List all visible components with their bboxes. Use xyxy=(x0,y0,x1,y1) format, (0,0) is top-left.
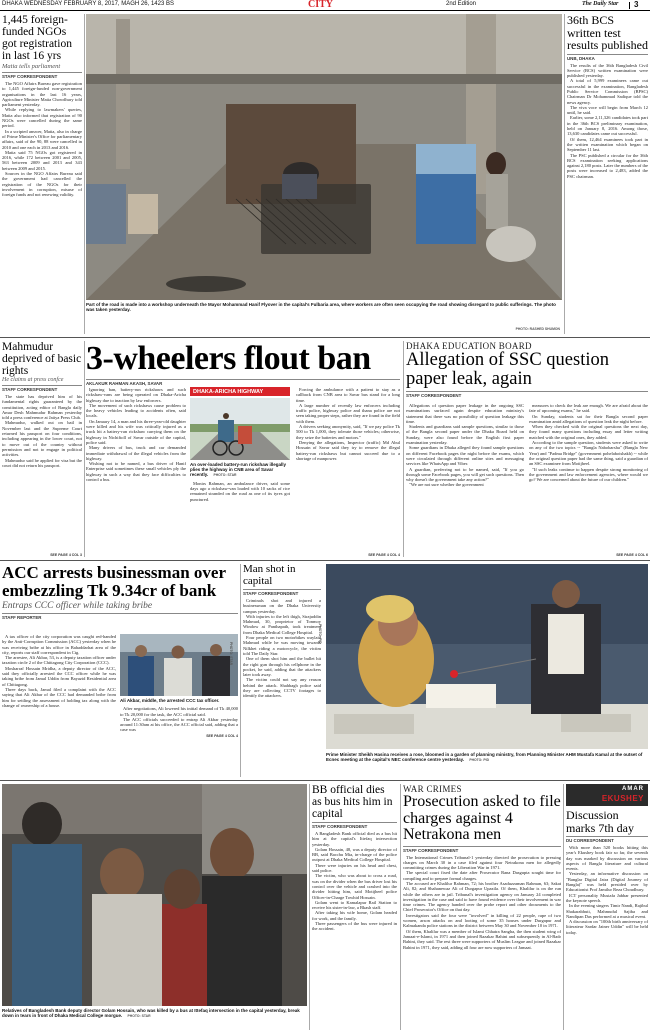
masthead-dateline: DHAKA WEDNESDAY FEBRUARY 8, 2017, MAGH 26, 1423 BS xyxy=(2,1,174,7)
pm-photo-block xyxy=(318,564,648,777)
man-shot-byline: STAFF CORRESPONDENT xyxy=(243,589,321,596)
masthead xyxy=(0,0,650,11)
bcs-byline: UNB, DHAKA xyxy=(567,54,648,61)
newspaper-logo: The Daily Star xyxy=(582,1,619,7)
acc-photo-block xyxy=(120,634,238,777)
ssc-col1: Allegations of question paper leakage in the ongoing SSC examinations surfaced again despite education ministry's statement that there was no possibility of question leakage this time. Students and guardians said sample questions, similar to those of the Bangla second paper under the Dhaka Board held on Sunday, were also found before the English first paper examination yesterday. Some guardians in Dhaka alleged they found sample questions on different Facebook pages the night before the exams, which were circulated through different online sites and messaging services like WhatsApp and Viber. A guardian, preferring not to be named, said, "If you go through some Facebook pages, you will get such questions. Then why doesn't the government take any action?" "We are not sure whether the government xyxy=(406,403,524,488)
wheelers-col1: Ignoring ban, battery-run rickshaws and such rickshaw-vans are being operated on Dhaka-Aricha highway due to inaction by law enforcers. The movement of such rickshaws cause problem to the heavy vehicles leading to accidents often, said locals. On January 14, a man and his three-year-old daughter were killed and his wife was critically injured as a truck hit a battery-run rickshaw carrying them on the highway in Nichiftoll of Savar outside of the capital, police said. Many drivers of bus, truck and car demanded immediate withdrawal of the illegal vehicles from the highway. Wishing not to be named, a bus driver of Hanif Enterprise said sometimes these small vehicles ply the highway in such a way that they face difficulties to control a bus. xyxy=(86,387,186,483)
netrakona-kicker: WAR CRIMES xyxy=(403,784,462,794)
wheelers-story xyxy=(86,341,400,557)
ekushey-headline: Discussion marks 7th day xyxy=(566,808,634,835)
bb-headline: BB official dies as bus hits him in capital xyxy=(312,784,393,820)
pm-rose-photo xyxy=(326,564,648,749)
pm-photo-credit: PHOTO: PID xyxy=(469,758,490,763)
ekushey-body: With more than 520 books hitting this year's Ekushey book fair so far, the seventh day was marked by discussion on various aspects of Bangla literature and cultural events. Yesterday, an informative discussion on "Banglar Digital Jatra (Digital Journey of Bangla)" was held presided over by Educationist Prof Jamilur Reza Choudhury. ICT personality Mustafa Jabbar presented the keynote speech. In the evening singers Timir Nandi, Rajibul Shakarabhuti, Mahmudul Sajiba and Nandipan Das performed at a musical event. A discussion on "100th birth anniversary of litterateur Sardar Jainer Uddin" will be held today. xyxy=(566,845,648,935)
wheelers-continued: SEE PAGE 4 COL 4 xyxy=(368,553,400,557)
man-shot-story xyxy=(243,564,321,777)
mahmudur-continued: SEE PAGE 4 COL 3 xyxy=(50,553,82,557)
netrakona-story xyxy=(403,784,561,1030)
bcs-story xyxy=(567,14,648,337)
bb-byline: STAFF CORRESPONDENT xyxy=(312,822,397,829)
acc-continued: SEE PAGE 4 COL 4 xyxy=(206,733,238,738)
ngo-body: The NGO Affairs Bureau gave registration to 1,445 foreign-funded non-government organisations in the last 16 years, Agriculture Minister Matia Chowdhury told parliament yesterday. While replying to lawmakers' queries, Matia also informed that registration of 90 NGOs were cancelled during the same period. In a scripted answer, Matia, also in charge of Prime Minister's Office for parliamentary affairs, said of the 90, 88 were cancelled in 2010 and one each in 2013 and 2016. Matia said 75 NGOs got registered in 2016, while 172 between 2001 and 2005, 563 between 2009 and 2013 and 343 between 2009 and 2015. Sources in the NGO Affairs Bureau said the government had cancelled the registration of the NGOs for their involvement in corruption, misuse of foreign funds and not renewing validity. xyxy=(2,81,82,198)
highway-tag: DHAKA-ARICHA HIGHWAY xyxy=(190,387,290,396)
wheelers-caption: An over-loaded battery-run rickshaw illegally plies the highway in CNB area of Savar recently. PHOTO: STAR xyxy=(190,462,287,478)
netrakona-body: The International Crimes Tribunal-1 yesterday directed the prosecution to pressing charges on March 30 in a case filed against four Netrakona men for allegedly committing crimes during the Liberation War in 1971. The special court fixed the date after Prosecutor Rana Dasgupta sought time for compiling and to prepare formal charges. The accused are Khalilur Rahman, 72; his brother Asaduzzaman Rahman, 63; Sakat Ali, 82; and Shahanewaz Ali of Durgapur Upazila. Of them, Khalilur is on the run while the others are in jail. Tribunal's investigation agency on January 24 completed investigation in the case and said to have found evidence over their involvement in war time crimes. The agency handed over the probe report and other documents to the Chief Prosecutor's Office on that day. Investigators said the four were "involved" in killing of 22 people, rape of two women, arson attacks on and looting of some 35 houses under Durgapur and Kalmakanda police stations in the district between May 30 and November 10 in 1971. Of them, Khalilur was a member of Islami Chhatra Sangha, the then student wing of Jamaat-e-Islami, in 1971 and then joined Razakar Bahini and subsequently in Al-Badr Bahini, they said. The rest three were supporters of Muslim League and joined Razakar Bahini in 1971, they said, adding all four are now supporters of Jamaat. xyxy=(403,854,561,950)
acc-dek: Entraps CCC officer while taking bribe xyxy=(2,601,153,611)
pm-photo-sign: PHOTO: PID xyxy=(318,624,322,644)
ssc-kicker: DHAKA EDUCATION BOARD xyxy=(406,341,532,351)
wheelers-credit: PHOTO: STAR xyxy=(213,473,237,478)
man-shot-headline: Man shot in capital xyxy=(243,563,296,587)
wheelers-headline: 3-wheelers flout ban xyxy=(86,340,371,377)
top-photo-block xyxy=(86,14,562,332)
wheelers-col1-cont: Monirs Rahman, an ambulance driver, said some days ago a rickshaw-van loaded with 10 sacks of rice remained stranded on the road as one of its tyres got punctured. xyxy=(190,480,290,502)
acc-story xyxy=(2,564,238,777)
netrakona-headline: Prosecution asked to file charges against 4 Netrakona men xyxy=(403,793,561,843)
pm-photo-caption: Prime Minister Sheikh Hasina receives a rose, bloomed in a garden of planning ministry, from Planning Minister AHM Mustafa Kamal at the outset of Ecnec meeting at the capital's NEC conference centre yesterday. PHOTO: PID xyxy=(326,752,643,763)
ngo-byline: STAFF CORRESPONDENT xyxy=(2,72,82,79)
page-number-divider xyxy=(629,2,630,9)
bcs-body: The results of the 36th Bangladesh Civil Service (BCS) written examination were published yesterday. A total of 5,999 examinees came out successful in the examination, Bangladesh Public Service Commission (BPSC) Chairman Dr Mohammad Sadique told the news agency. The viva voce will begin from March 12 until, he said. Earlier, some 2,11,326 candidates took part in the 36th BCS preliminary examination, held on January 8, 2016. Among those, 13,630 candidates came out successful. Of them, 12,464 examinees took part in the written examination which began on September 11 last. The PSC published a circular for the 36th BCS examination seeking applications against 2,180 posts. Later the numbers of the posts were increased to 2,483, added the PSC chairman. xyxy=(567,62,648,179)
top-photo-credit: PHOTO: RASHED SHUMON xyxy=(515,326,560,331)
acc-caption: Ali Akbar, middle, the arrested CCC tax officer. xyxy=(120,698,220,703)
mahmudur-story xyxy=(2,341,82,557)
edition-label: 2nd Edition xyxy=(446,1,477,7)
acc-col1: A tax officer of the city corporation was caught red-handed by the Anti-Corruption Commission (ACC) yesterday when he was receiving bribe at his office in Bahaddarhat area of the city, reports our staff correspondent in Ctg. The arrestee, Ali Akbar, 53, is a deputy taxation officer under taxation circle 2 of the Chittagong City Corporation (CCC). Mosharraf Hossain Mridha, a deputy director of the ACC, said they officially arrested the CCC officer while he was taking bribe from Jamal Uddin from Bayazid Residential area of Chittagong. Three days back, Jamal filed a complaint with the ACC saying that Ali Akbar of the CCC had demanded bribe from him for settling the assessment of holding tax along with the change of ownership of a house. xyxy=(2,634,116,708)
section-title: CITY xyxy=(308,0,334,10)
ssc-headline: Allegation of SSC question paper leak, again xyxy=(406,350,609,389)
grief-photo-block xyxy=(2,784,307,1030)
ekushey-byline: DU CORRESPONDENT xyxy=(566,836,648,843)
bb-story xyxy=(312,784,397,1030)
ssc-col2: measures to check the leak are enough. We are afraid about the fate of upcoming exams," he said. On Sunday, students sat for their Bangla second paper examination amid allegations of question leak the night before. When they checked with the original questions the next day, they found many questions including essay and letter writing matched with the original ones, they added. According to the sample question, students were asked to write on any of the two topics -- "Bangla Nabobarsha" (Bangla New Year) and "Padma Bridge" (government pohelaboishakh) -- while the original question paper had the same thing, said a guardian of an SSC examinee from Motijheel. "If such leaks continue to happen despite strong monitoring of the government and law enforcement agencies, where would we go? We are concerned about the future of our children." xyxy=(529,403,648,483)
ekushey-logo-bottom: EKUSHEY xyxy=(601,794,644,803)
ekushey-logo xyxy=(566,784,648,806)
wheelers-photo-block xyxy=(190,387,290,557)
ekushey-logo-top: AMAR xyxy=(622,786,644,792)
ngo-headline: 1,445 foreign-funded NGOs got registration in last 16 yrs xyxy=(2,14,72,62)
ssc-byline: STAFF CORRESPONDENT xyxy=(406,391,648,398)
rickshaw-photo xyxy=(190,398,290,460)
top-photo-caption: PHOTO: RASHED SHUMON Part of the road is made into a workshop underneath the Mayor Mohammad Hanif Flyover in the capital's Fulbaria area, where workers are often seen occupying the road showing disregard to public sufferings. The photo was taken yesterday. xyxy=(86,302,560,331)
ekushey-story xyxy=(566,784,648,1030)
mahmudur-body: The state has deprived him of his fundamental rights guaranteed by the constitution, acting editor of Bangla daily Amar Desh Mahmudur Rahman yesterday told a press conference at Jatiya Press Club. Mahmudur, walked out on bail in November last and the Supreme Court returned his passport on four conditions, including appearing in the lower court, not to move out of the country without permission and not to engage in political activities. Mahmudur said he applied for visa but the court did not return his passport. xyxy=(2,394,82,468)
netrakona-byline: STAFF CORRESPONDENT xyxy=(403,846,561,853)
ngo-dek: Matia tells parliament xyxy=(2,63,61,70)
wheelers-byline: AKLAKUR RAHMAN AKASH, SAVAR xyxy=(86,379,400,386)
mahmudur-dek: He claims at press confce xyxy=(2,377,64,383)
bcs-headline: 36th BCS written test results published xyxy=(567,13,648,52)
grief-credit: PHOTO: STAR xyxy=(127,1014,151,1019)
ssc-story xyxy=(406,341,648,557)
bb-body: A Bangladesh Bank official died as a bus hit him at the capital's Ittefaq intersection yesterday. Golam Hossain, 48, was a deputy director of BB, said Bacchu Mia, in-charge of the police outpost at Dhaka Medical College Hospital. There were injuries on his head and chest, said police. The victim, who was about to cross a road, was on the divider when the bus driver lost his control over the vehicle and crashed into the divider hitting him, said Motijheel police Officer-in-Charge Towhid Hossain. Golam went to Kamalapur Rail Station to receive his sister-in-law, a Bkash staff. After taking his wife home, Golam headed for work, and the family. Three passengers of the bus were injured in the accident. xyxy=(312,831,397,932)
man-shot-body: Criminals shot and injured a businessman on the Dhaka University campus yesterday. With injuries to the left thigh, Sirajuddin Mahmud, 30, proprietor of Tonmoy Window at Panthapath, took treatment from Dhaka Medical College Hospital. Four people on two motorbikes waylaid Mahmud while he was moving towards Nilkhet riding a motorcycle, the victim told The Daily Star. One of them shot him and the bullet hit the right gun through his cellphone in the pocket, he said, adding that the attackers later took away. The victim could not say any reason behind the attack. Shahbagh police said they are collecting CCTV footages to identify the attackers. xyxy=(243,598,321,699)
mahmudur-headline: Mahmudur deprived of basic rights xyxy=(2,341,82,377)
acc-byline: STAFF REPORTER xyxy=(2,613,238,620)
acc-headline: ACC arrests businessman over embezzling Tk 9.34cr of bank xyxy=(2,563,226,600)
wheelers-col2: Forcing the ambulance with a patient to stay as a callback from CNB area to Savar bus stand for a long time. A large number of recently law enforcers including traffic police, highway police and thana police are not seen taking proper steps, rather they are found in the field with them. A drivers seeking anonymity, said, "If we pay police Tk 500 to Tk 1,000, they tolerate those vehicles; otherwise, they seize the batteries and motors." Denying the allegations, Inspector (traffic) Md Abul Hossain of Savar said they try to remove the illegal battery-run rickshaws but cannot succeed due to a shortage of manpower. xyxy=(296,387,400,461)
grief-photo xyxy=(2,784,307,1006)
acc-arrest-photo xyxy=(120,634,238,696)
mahmudur-byline: STAFF CORRESPONDENT xyxy=(2,385,82,392)
acc-credit: PHOTO: STAR xyxy=(229,642,233,666)
acc-col2: After negotiations, Ali lowered his initial demand of Tk 40,000 to Tk 20,000 for the task, the ACC official said. The ACC officials succeeded to entrap Ali Akbar yesterday around 11:30am at his office, the ACC official said, adding that a case was xyxy=(120,706,238,733)
ngo-story xyxy=(2,14,82,337)
ssc-continued: SEE PAGE 4 COL 6 xyxy=(616,553,648,557)
grief-caption: Relatives of Bangladesh Bank deputy director Golam Hossain, who was killed by a bus at Ittefaq intersection in the capital yesterday, break down in tears in front of Dhaka Medical College morgue. PHOTO: STAR xyxy=(2,1008,300,1019)
page-number: 3 xyxy=(634,0,639,9)
workshop-photo xyxy=(86,14,562,300)
